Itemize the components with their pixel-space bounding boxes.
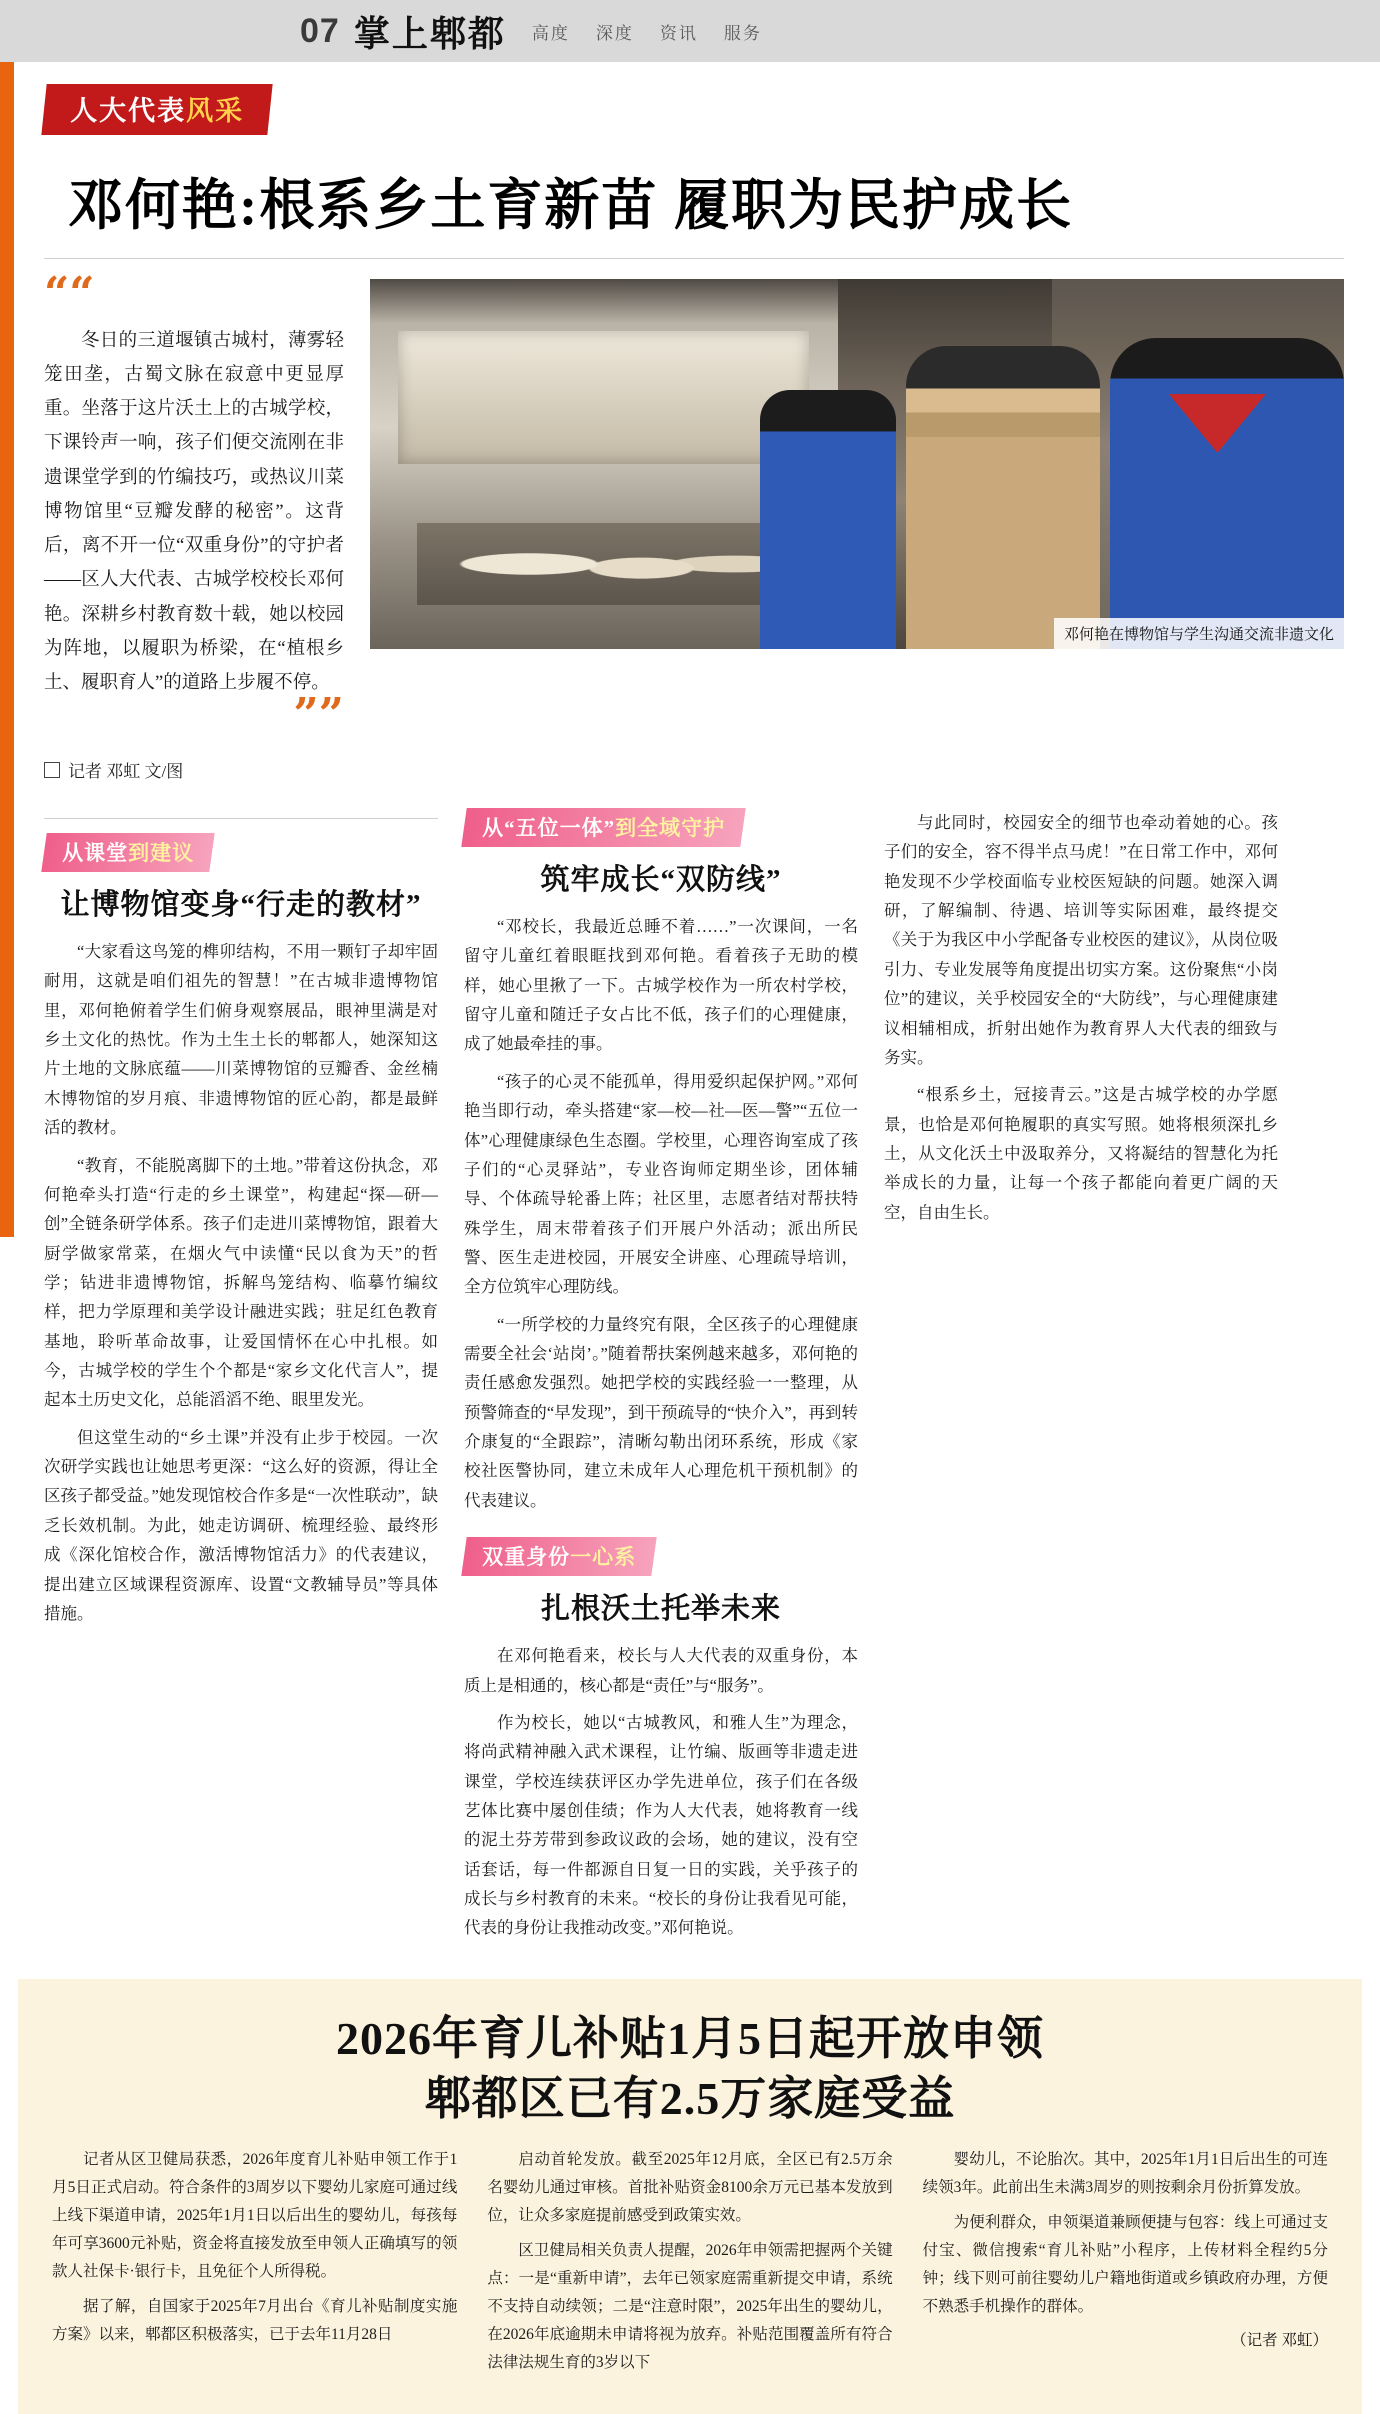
paragraph: 为便利群众，申领渠道兼顾便捷与包容：线上可通过支付宝、微信搜索“育儿补贴”小程序，上传材料全程约5分钟；线下则可前往婴幼儿户籍地街道或乡镇政府办理，方便不熟悉手机操作的群体。 xyxy=(922,2214,1328,2315)
paragraph: “根系乡土，冠接青云。”这是古城学校的办学愿景，也恰是邓何艳履职的真实写照。她将根须深扎乡土，从文化沃土中汲取养分，又将凝结的智慧化为托举成长的力量，让每一个孩子都能向着更广阔的天空，自由生长。 xyxy=(884,1085,1278,1222)
paragraph: 启动首轮发放。截至2025年12月底，全区已有2.5万余名婴幼儿通过审核。首批补贴资金8100余万元已基本发放到位，让众多家庭提前感受到政策实效。 xyxy=(487,2151,893,2225)
lead-photo xyxy=(370,279,1344,649)
feature-title-line1: 2026年育儿补贴1月5日起开放申领 xyxy=(336,2012,1044,2064)
paragraph: “一所学校的力量终究有限，全区孩子的心理健康需要全社会‘站岗’。”随着帮扶案例越来越多，邓何艳的责任感愈发强烈。她把学校的实践经验一一整理，从预警筛查的“早发现”，到干预疏导的“快介入”，再到转介康复的“全跟踪”，清晰勾勒出闭环系统，形成《家校社医警协同，建立未成年人心理危机干预机制》的代表建议。 xyxy=(464,1314,858,1510)
divider xyxy=(44,818,438,819)
feature-column-one xyxy=(52,2146,457,2383)
tag-text: 从“五位一体” xyxy=(482,816,616,840)
paragraph: “孩子的心灵不能孤单，得用爱织起保护网。”邓何艳当即行动，牵头搭建“家—校—社—医—警”“五位一体”心理健康绿色生态圈。学校里，心理咨询室成了孩子们的“心灵驿站”，专业咨询师定期坐诊，团体辅导、个体疏导轮番上阵；社区里，志愿者结对帮扶特殊学生，周末带着孩子们开展户外活动；派出所民警、医生走进校园，开展安全讲座、心理疏导培训，全方位筑牢心理防线。 xyxy=(464,1071,858,1297)
paragraph: 记者从区卫健局获悉，2026年度育儿补贴申领工作于1月5日正式启动。符合条件的3周岁以下婴幼儿家庭可通过线上线下渠道申请，2025年1月1日以后出生的婴幼儿，每孩每年可享3600元补贴，资金将直接发放至申领人正确填写的领款人社保卡·银行卡，且免征个人所得税。 xyxy=(52,2151,458,2280)
publication-title: 掌上郫都 xyxy=(353,13,506,54)
paragraph: 在邓何艳看来，校长与人大代表的双重身份，本质上是相通的，核心都是“责任”与“服务”。 xyxy=(464,1646,858,1695)
photo-teacher xyxy=(906,346,1101,649)
column-three xyxy=(884,808,1278,1951)
feature-column-three xyxy=(923,2146,1328,2383)
tag-text: 双重身份 xyxy=(482,1545,571,1570)
lead-paragraph: 冬日的三道堰镇古城村，薄雾轻笼田垄，古蜀文脉在寂意中更显厚重。坐落于这片沃土上的古城学校，下课铃声一响，孩子们便交流刚在非遗课堂学到的竹编技巧，或热议川菜博物馆里“豆瓣发酵的秘密”。这背后，离不开一位“双重身份”的守护者——区人大代表、古城学校校长邓何艳。深耕乡村教育数十载，她以校园为阵地，以履职为桥梁，在“植根乡土、履职育人”的道路上步履不停。 xyxy=(44,330,344,693)
photo-student-right xyxy=(1110,338,1344,649)
column-one xyxy=(44,808,438,1951)
page-title: 邓何艳:根系乡土育新苗 履职为民护成长 xyxy=(68,175,1074,236)
section-label xyxy=(41,84,272,135)
paragraph: “大家看这鸟笼的榫卯结构，不用一颗钉子却牢固耐用，这就是咱们祖先的智慧！”在古城非遗博物馆里，邓何艳俯着学生们俯身观察展品，眼神里满是对乡土文化的热忱。作为土生土长的郫都人，她深知这片土地的文脉底蕴——川菜博物馆的豆瓣香、金丝楠木博物馆的岁月痕、非遗博物馆的匠心韵，都是最鲜活的教材。 xyxy=(44,942,438,1138)
lead-article xyxy=(0,62,1380,782)
masthead-keywords xyxy=(532,19,762,44)
masthead xyxy=(0,0,1380,62)
photo-caption: 邓何艳在博物馆与学生沟通交流非遗文化 xyxy=(1054,618,1344,649)
masthead-keyword: 高度 xyxy=(531,23,570,43)
feature-title-line2: 郫都区已有2.5万家庭受益 xyxy=(424,2072,956,2124)
lead-photo-container xyxy=(370,279,1344,782)
masthead-keyword: 服务 xyxy=(723,23,762,43)
feature-columns xyxy=(52,2146,1328,2383)
feature-byline: （记者 邓虹） xyxy=(1231,2331,1328,2349)
divider xyxy=(44,258,1344,259)
photo-student-left xyxy=(760,390,896,649)
paragraph: 据了解，自国家于2025年7月出台《育儿补贴制度实施方案》以来，郫都区积极落实，已于去年11月28日 xyxy=(52,2297,458,2343)
column-three-tag xyxy=(461,1537,656,1576)
feature-article xyxy=(18,1979,1362,2414)
byline-text: 记者 邓虹 文/图 xyxy=(68,762,184,781)
lead-text-column xyxy=(44,268,344,782)
quote-open-icon: ““ xyxy=(44,268,95,319)
paragraph: “邓校长，我最近总睡不着……”一次课间，一名留守儿童红着眼眶找到邓何艳。看着孩子无助的模样，她心里揪了一下。古城学校作为一所农村学校，留守儿童和随迁子女占比不低，孩子们的心理健康，成了她最牵挂的事。 xyxy=(464,917,858,1054)
body-columns xyxy=(0,808,1380,1951)
quote-close-icon: ”” xyxy=(293,689,344,741)
feature-column-two xyxy=(487,2146,892,2383)
paragraph: 作为校长，她以“古城教风，和雅人生”为理念，将尚武精神融入武术课程，让竹编、版画等非遗走进课堂，学校连续获评区办学先进单位，孩子们在各级艺体比赛中屡创佳绩；作为人大代表，她将教育一线的泥土芬芳带到参政议政的会场，她的建议，没有空话套话，每一件都源自日复一日的实践，关乎孩子的成长与乡村教育的未来。“校长的身份让我看见可能，代表的身份让我推动改变。”邓何艳说。 xyxy=(464,1712,858,1938)
column-one-subhead: 让博物馆变身“行走的教材” xyxy=(60,889,422,921)
paragraph: 但这堂生动的“乡土课”并没有止步于校园。一次次研学实践也让她思考更深：“这么好的资源，得让全区孩子都受益。”她发现馆校合作多是“一次性联动”，缺乏长效机制。为此，她走访调研、梳理经验、最终形成《深化馆校合作，激活博物馆活力》的代表建议，提出建立区域课程资源库、设置“文教辅导员”等具体措施。 xyxy=(44,1427,438,1623)
paragraph: 与此同时，校园安全的细节也牵动着她的心。孩子们的安全，容不得半点马虎！”在日常工作中，邓何艳发现不少学校面临专业校医短缺的问题。她深入调研，了解编制、待遇、培训等实际困难，最终提交《关于为我区中小学配备专业校医的建议》，从岗位吸引力、专业发展等角度提出切实方案。这份聚焦“小岗位”的建议，关乎校园安全的“大防线”，与心理健康建议相辅相成，折射出她作为教育界人大代表的细致与务实。 xyxy=(884,813,1278,1067)
paragraph: “教育，不能脱离脚下的土地。”带着这份执念，邓何艳牵头打造“行走的乡土课堂”，构建起“探—研—创”全链条研学体系。孩子们走进川菜博物馆，跟着大厨学做家常菜，在烟火气中读懂“民以食为天”的哲学；钻进非遗博物馆，拆解鸟笼结构、临摹竹编纹样，把力学原理和美学设计融进实践；驻足红色教育基地，聆听革命故事，让爱国情怀在心中扎根。如今，古城学校的学生个个都是“家乡文化代言人”，提起本土历史文化，总能滔滔不绝、眼里发光。 xyxy=(44,1155,438,1410)
tag-text: 从课堂 xyxy=(62,841,129,865)
tag-accent: 一心系 xyxy=(570,1545,637,1570)
masthead-keyword: 深度 xyxy=(595,23,634,43)
section-label-accent: 风采 xyxy=(186,96,245,126)
column-two-tag xyxy=(461,808,745,847)
column-two xyxy=(464,808,858,1951)
tag-accent: 到全域守护 xyxy=(615,816,726,840)
paragraph: 婴幼儿，不论胎次。其中，2025年1月1日后出生的可连续领3年。此前出生未满3周岁的则按剩余月份折算发放。 xyxy=(922,2151,1328,2197)
feature-title xyxy=(52,2009,1328,2129)
lead-block xyxy=(44,268,1344,782)
section-label-text: 人大代表 xyxy=(70,96,187,126)
column-two-subhead: 筑牢成长“双防线” xyxy=(540,864,782,896)
column-one-tag xyxy=(41,833,214,872)
square-bullet-icon xyxy=(44,762,60,778)
page-number: 07 xyxy=(300,11,340,50)
paragraph: 区卫健局相关负责人提醒，2026年申领需把握两个关键点：一是“重新申请”，去年已领家庭需重新提交申请，系统不支持自动续领；二是“注意时限”，2025年出生的婴幼儿，在2026年底逾期未申请将视为放弃。补贴范围覆盖所有符合法律法规生育的3岁以下 xyxy=(487,2242,893,2371)
tag-accent: 到建议 xyxy=(128,841,195,865)
byline xyxy=(44,757,344,782)
orange-left-rail xyxy=(0,62,14,1237)
column-three-subhead: 扎根沃土托举未来 xyxy=(540,1593,781,1626)
masthead-keyword: 资讯 xyxy=(659,23,698,43)
